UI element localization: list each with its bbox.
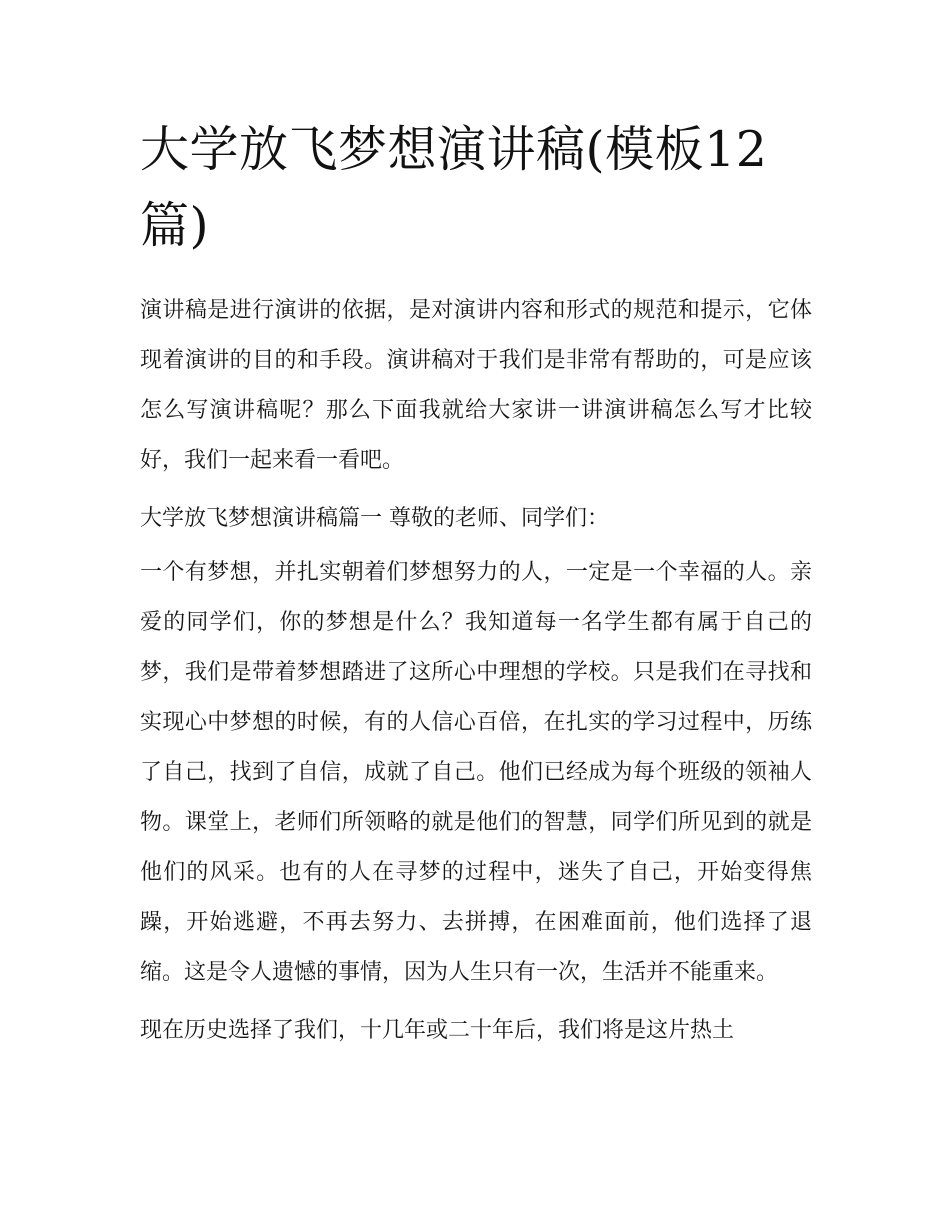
document-body [140,112,812,1064]
intro-paragraph: 演讲稿是进行演讲的依据，是对演讲内容和形式的规范和提示，它体现着演讲的目的和手段。演讲稿对于我们是非常有帮助的，可是应该怎么写演讲稿呢？那么下面我就给大家讲一讲演讲稿怎么写才比较好，我们一起来看一看吧。 [140,298,812,473]
document-title: 大学放飞梦想演讲稿(模板12篇) [140,121,768,254]
section-heading-paragraph: 大学放飞梦想演讲稿篇一 尊敬的老师、同学们： [140,506,609,531]
body-paragraph: 一个有梦想，并扎实朝着们梦想努力的人，一定是一个幸福的人。亲爱的同学们，你的梦想是什么？我知道每一名学生都有属于自己的梦，我们是带着梦想踏进了这所心中理想的学校。只是我们在寻找和实现心中梦想的时候，有的人信心百倍，在扎实的学习过程中，历练了自己，找到了自信，成就了自己。他们已经成为每个班级的领袖人物。课堂上，老师们所领略的就是他们的智慧，同学们所见到的就是他们的风采。也有的人在寻梦的过程中，迷失了自己，开始变得焦躁，开始逃避，不再去努力、去拼搏，在困难面前，他们选择了退缩。这是令人遗憾的事情，因为人生只有一次，生活并不能重来。 [140,560,812,985]
body-paragraph-continued: 现在历史选择了我们，十几年或二十年后，我们将是这片热土 [140,1018,735,1043]
